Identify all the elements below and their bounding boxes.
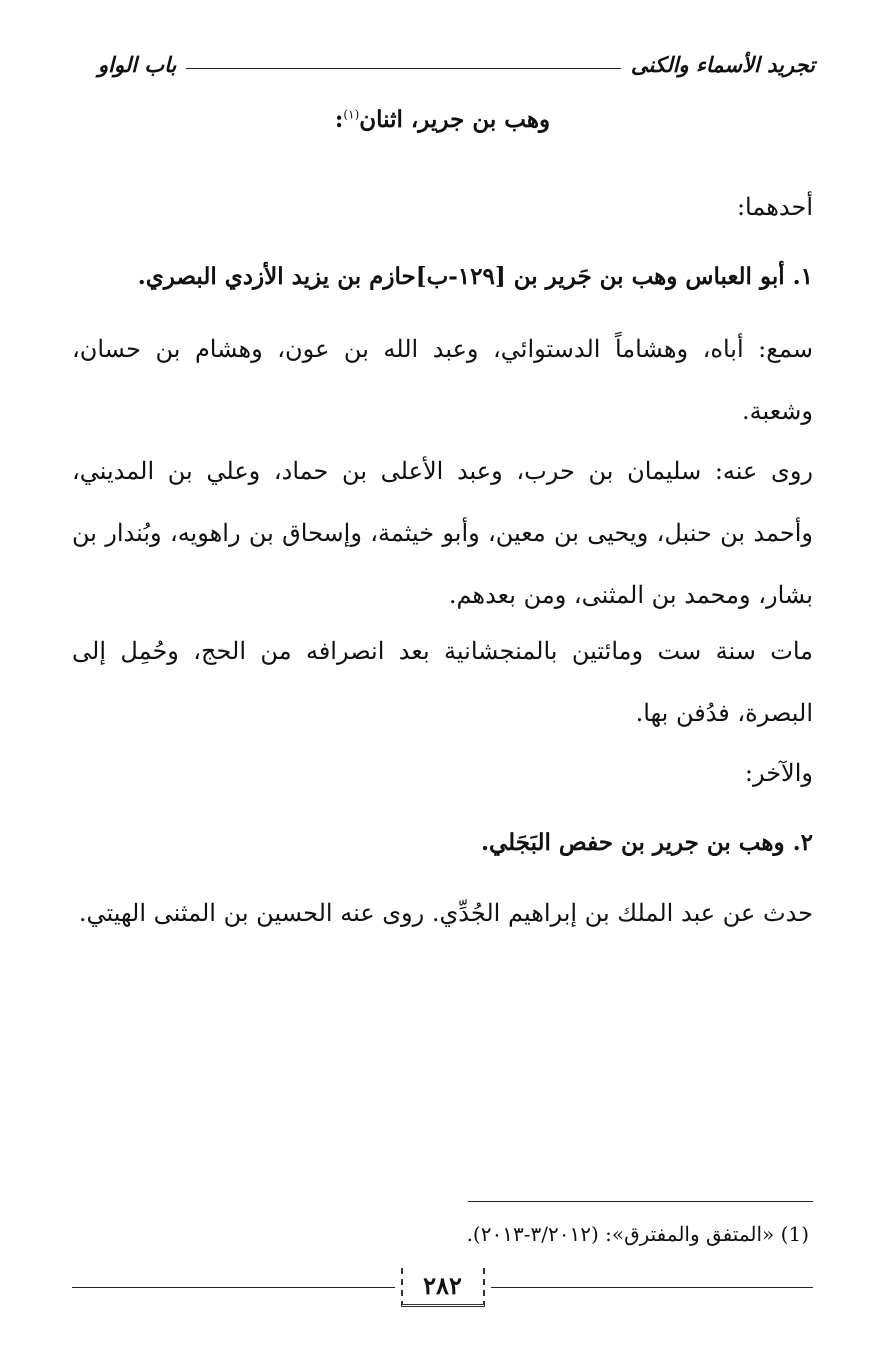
footnote: (1) «المتفق والمفترق»: (٣/٢٠١٢-٢٠١٣).: [466, 1222, 809, 1246]
paragraph-death: مات سنة ست ومائتين بالمنجشانية بعد انصرافه من الحج، وحُمِل إلى البصرة، فدُفن بها.: [72, 637, 813, 727]
page-footer: [72, 1262, 813, 1312]
page-number: ٢٨٢: [401, 1268, 485, 1307]
entry-heading: [0, 106, 885, 133]
entry-heading-colon: :: [334, 106, 344, 133]
header-rule: [186, 68, 621, 69]
chapter-title: باب الواو: [98, 51, 177, 77]
item2-title: ٢. وهب بن جرير بن حفص البَجَلي.: [480, 829, 813, 856]
paragraph-heard-from: سمع: أباه، وهشاماً الدستوائي، وعبد الله بن عون، وهشام بن حسان، وشعبة.: [72, 335, 813, 425]
entry-heading-text: وهب بن جرير، اثنان: [359, 106, 551, 133]
paragraph-narrated-by: روى عنه: سليمان بن حرب، وعبد الأعلى بن حماد، وعلي بن المديني، وأحمد بن حنبل، ويحيى بن معين، وأبو خيثمة، وإسحاق بن راهويه، وبُندار بن بشار، ومحمد بن المثنى، ومن بعدهم.: [72, 457, 813, 609]
item1-title: ١. أبو العباس وهب بن جَرير بن [١٢٩-ب]حازم بن يزيد الأزدي البصري.: [137, 263, 813, 290]
running-header: [98, 44, 815, 84]
footnote-marker: (١): [343, 107, 360, 122]
footer-rule-right: [491, 1287, 814, 1288]
footnote-rule: [468, 1201, 813, 1202]
book-title: تجريد الأسماء والكنى: [630, 51, 815, 77]
paragraph-item2: حدث عن عبد الملك بن إبراهيم الجُدِّي. روى عنه الحسين بن المثنى الهيتي.: [78, 899, 813, 927]
footer-rule-left: [72, 1287, 395, 1288]
second-label: والآخر:: [744, 759, 813, 787]
first-label: أحدهما:: [736, 193, 813, 221]
